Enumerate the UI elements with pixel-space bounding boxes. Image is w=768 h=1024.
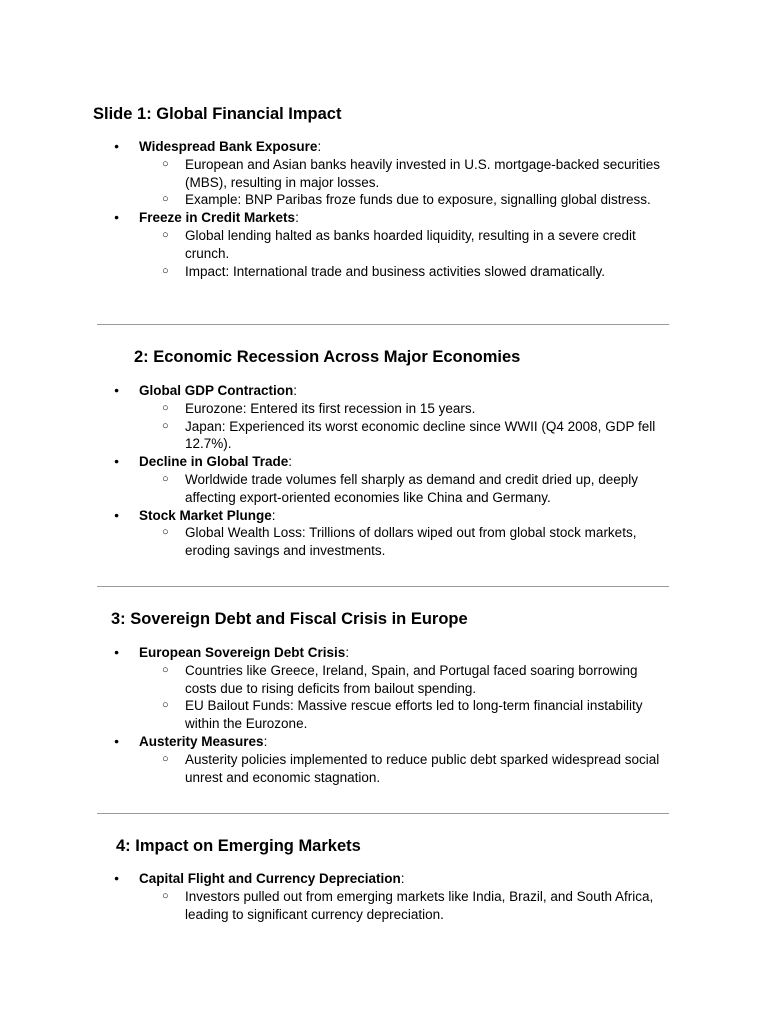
- bullet-title: Freeze in Credit Markets: [139, 210, 296, 226]
- bullet-title: Austerity Measures: [139, 733, 264, 749]
- section-divider: [97, 324, 669, 325]
- sub-item: ○ Japan: Experienced its worst economic decline since WWII (Q4 2008, GDP fell 12.7%).: [185, 418, 670, 454]
- section-divider: [97, 586, 669, 587]
- sub-item: ○ Countries like Greece, Ireland, Spain, and Portugal faced soaring borrowing costs due to rising deficits from bailout spending.: [185, 662, 670, 698]
- sub-item: ○ Global lending halted as banks hoarded liquidity, resulting in a severe credit crunch.: [185, 227, 670, 263]
- section-heading: 2: Economic Recession Across Major Economies: [134, 348, 521, 366]
- sub-item: ○ European and Asian banks heavily invested in U.S. mortgage-backed securities (MBS), resulting in major losses.: [185, 156, 670, 192]
- bullet-title: Capital Flight and Currency Depreciation: [139, 871, 401, 886]
- bullet-title: Widespread Bank Exposure: [139, 139, 318, 154]
- section-heading: 3: Sovereign Debt and Fiscal Crisis in Europe: [111, 610, 468, 628]
- sub-item: ○ EU Bailout Funds: Massive rescue efforts led to long-term financial instability within the Eurozone.: [185, 697, 670, 733]
- bullet-title: Decline in Global Trade: [139, 454, 289, 470]
- bullet-item: ● Stock Market Plunge: ○ Global Wealth Loss: Trillions of dollars wiped out from global stock markets, eroding savings and investments.: [0, 507, 768, 560]
- bullet-list: [0, 382, 768, 560]
- section-heading: 4: Impact on Emerging Markets: [116, 837, 361, 855]
- bullet-title: Stock Market Plunge: [139, 507, 272, 523]
- sub-list: [139, 888, 768, 924]
- bullet-item: ● Capital Flight and Currency Depreciation: ○ Investors pulled out from emerging markets like India, Brazil, and South Africa, leading to significant currency depreciation.: [0, 870, 768, 923]
- bullet-list: [0, 644, 768, 786]
- sub-list: [139, 751, 768, 787]
- bullet-item: ● Global GDP Contraction: ○ Eurozone: Entered its first recession in 15 years. ○ Japan: Experienced its worst economic decline since WWII (Q4 2008, GDP fell 12.7%).: [0, 382, 768, 453]
- sub-list: [139, 400, 768, 453]
- bullet-list: [0, 138, 768, 280]
- bullet-title: Global GDP Contraction: [139, 383, 294, 398]
- bullet-item: ● Freeze in Credit Markets: ○ Global lending halted as banks hoarded liquidity, resulting in a severe credit crunch. ○ Impact: International trade and business activities slowed dramatically.: [0, 209, 768, 280]
- bullet-item: ● Decline in Global Trade: ○ Worldwide trade volumes fell sharply as demand and credit dried up, deeply affecting export-oriented economies like China and Germany.: [0, 453, 768, 506]
- section-divider: [97, 813, 669, 814]
- sub-list: [139, 227, 768, 280]
- bullet-list: [0, 870, 768, 923]
- sub-item: ○ Global Wealth Loss: Trillions of dollars wiped out from global stock markets, eroding savings and investments.: [185, 524, 670, 560]
- bullet-title: European Sovereign Debt Crisis: [139, 645, 346, 660]
- sub-item: ○ Eurozone: Entered its first recession in 15 years.: [185, 400, 670, 418]
- bullet-item: ● Austerity Measures: ○ Austerity policies implemented to reduce public debt sparked widespread social unrest and economic stagnation.: [0, 733, 768, 786]
- sub-item: ○ Example: BNP Paribas froze funds due to exposure, signalling global distress.: [185, 191, 670, 209]
- sub-item: ○ Austerity policies implemented to reduce public debt sparked widespread social unrest and economic stagnation.: [185, 751, 670, 787]
- sub-item: ○ Worldwide trade volumes fell sharply as demand and credit dried up, deeply affecting export-oriented economies like China and Germany.: [185, 471, 670, 507]
- sub-item: ○ Impact: International trade and business activities slowed dramatically.: [185, 263, 670, 281]
- sub-item: ○ Investors pulled out from emerging markets like India, Brazil, and South Africa, leading to significant currency depreciation.: [185, 888, 670, 924]
- sub-list: [139, 662, 768, 733]
- bullet-item: ● Widespread Bank Exposure: ○ European and Asian banks heavily invested in U.S. mortgage-backed securities (MBS), resulting in major losses. ○ Example: BNP Paribas froze funds due to exposure, signalling global distress.: [0, 138, 768, 209]
- sub-list: [139, 524, 768, 560]
- sub-list: [139, 471, 768, 507]
- section-heading: Slide 1: Global Financial Impact: [93, 105, 342, 123]
- bullet-item: ● European Sovereign Debt Crisis: ○ Countries like Greece, Ireland, Spain, and Portugal faced soaring borrowing costs due to rising deficits from bailout spending. ○ EU Bailout Funds: Massive rescue efforts led to long-term financial instability within the Eurozone.: [0, 644, 768, 733]
- sub-list: [139, 156, 768, 209]
